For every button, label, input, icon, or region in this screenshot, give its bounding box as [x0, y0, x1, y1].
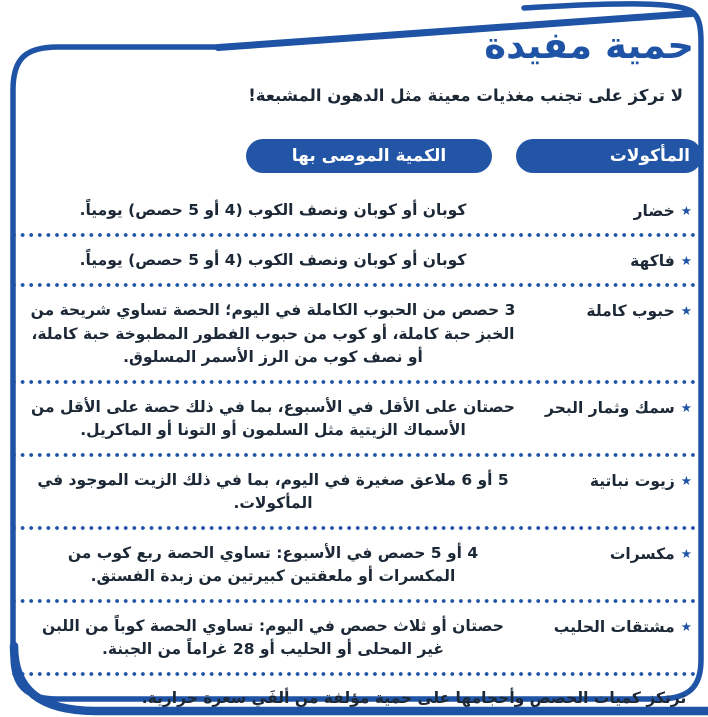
column-header-amount-label: الكمية الموصى بها	[291, 146, 447, 166]
row-label	[522, 199, 692, 223]
food-name: فاكهة	[630, 252, 675, 270]
star-icon: ★	[680, 399, 692, 415]
row-label	[522, 469, 692, 493]
footnote: ترتكز كميات الحصص وأحجامها على حمية مؤلفة من ألفَي سعرة حرارية.	[141, 688, 687, 707]
table-row-vegetable-oils	[16, 457, 692, 526]
diet-table	[16, 183, 692, 707]
column-header-foods-label: المأكولات	[609, 146, 690, 166]
food-name: مكسرات	[609, 544, 675, 563]
row-label	[522, 299, 692, 323]
row-label	[522, 615, 692, 639]
row-label	[522, 542, 692, 566]
table-row-nuts	[16, 530, 692, 599]
row-amount: 4 أو 5 حصص في الأسبوع: تساوي الحصة ربع كوب من المكسرات أو ملعقتين كبيرتين من زبدة الفستق.	[67, 543, 479, 585]
row-amount: حصتان أو ثلاث حصص في اليوم: تساوي الحصة كوباً من اللبن غير المحلى أو الحليب أو 28 غراماً من الجبنة.	[42, 616, 504, 658]
row-label	[522, 249, 692, 273]
column-header-foods	[516, 139, 702, 173]
food-name: حبوب كاملة	[586, 302, 675, 320]
table-row-fruit	[16, 237, 692, 283]
star-icon: ★	[680, 618, 692, 634]
star-icon: ★	[680, 545, 692, 561]
row-amount: حصتان على الأقل في الأسبوع، بما في ذلك حصة على الأقل من الأسماك الزيتية مثل السلمون أو التونا أو الماكريل.	[31, 397, 515, 439]
star-icon: ★	[680, 303, 692, 318]
row-amount: 3 حصص من الحبوب الكاملة في اليوم؛ الحصة تساوي شريحة من الخبز حبة كاملة، أو كوب من حبوب الفطور المطبوخة حبة كاملة، أو نصف كوب من الرز الأسمر المسلوق.	[30, 301, 516, 366]
table-row-whole-grains	[16, 287, 692, 380]
column-header-recommended-amount	[246, 139, 492, 173]
food-name: مشتقات الحليب	[553, 617, 675, 636]
row-amount: كوبان أو كوبان ونصف الكوب (4 أو 5 حصص) يومياً.	[79, 251, 467, 269]
food-name: سمك وثمار البحر	[545, 398, 675, 417]
row-label	[522, 396, 692, 420]
page-subtitle: لا تركز على تجنب مغذيات معينة مثل الدهون المشبعة!	[248, 86, 683, 105]
star-icon: ★	[680, 472, 692, 488]
star-icon: ★	[680, 203, 692, 218]
table-row-dairy	[16, 603, 692, 672]
row-amount: كوبان أو كوبان ونصف الكوب (4 أو 5 حصص) يومياً.	[79, 201, 467, 219]
row-amount: 5 أو 6 ملاعق صغيرة في اليوم، بما في ذلك الزيت الموجود في المأكولات.	[37, 470, 509, 512]
table-row-fish-seafood	[16, 384, 692, 453]
table-row-vegetables	[16, 183, 692, 233]
food-name: خضار	[633, 202, 675, 220]
page-title: حمية مفيدة	[484, 24, 694, 67]
star-icon: ★	[680, 253, 692, 268]
food-name: زيوت نباتية	[589, 471, 675, 490]
